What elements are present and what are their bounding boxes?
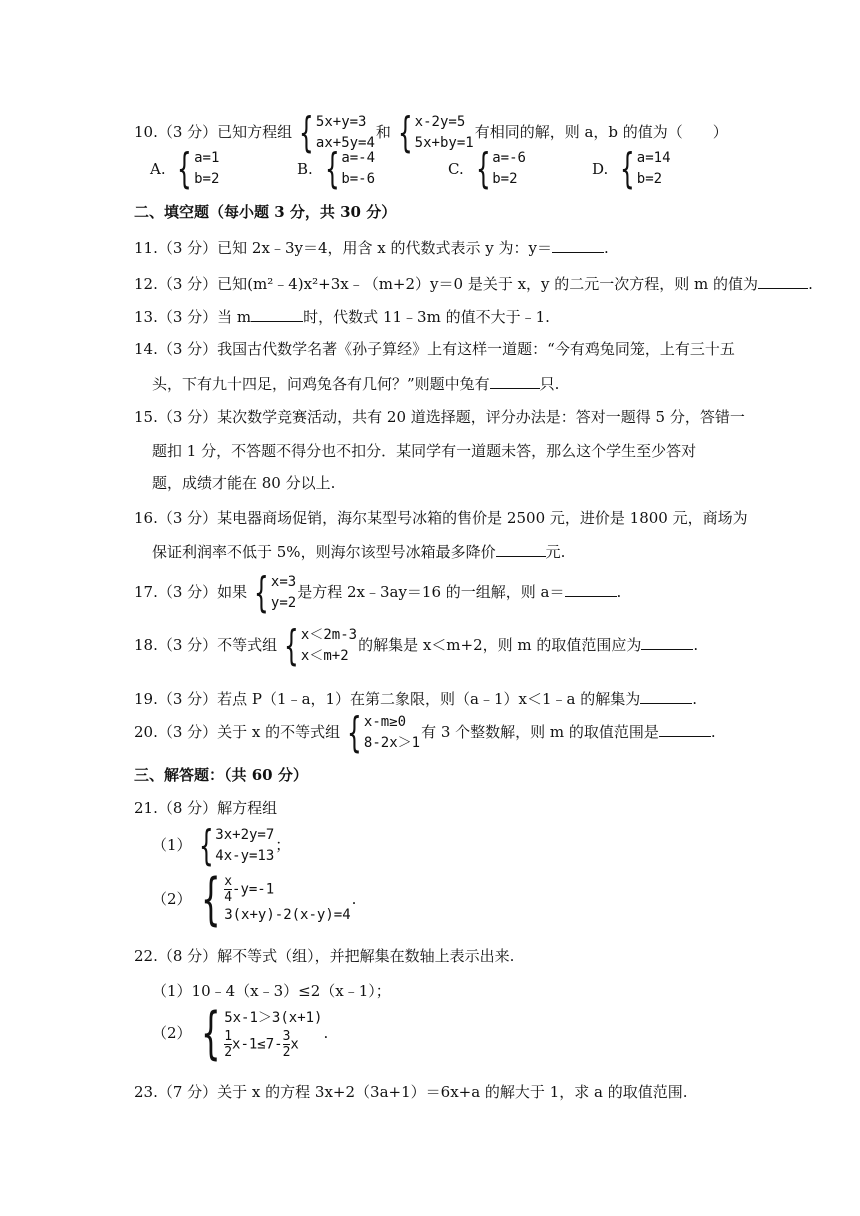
question-18: 18.（3 分）不等式组 { x＜2m-3 x＜m+2 的解集是 x＜m+2，则 m 的取值范围应为 .: [134, 621, 699, 670]
question-17: 17.（3 分）如果 { x=3 y=2 是方程 2x﹣3ay＝16 的一组解，则 a＝ .: [134, 568, 622, 617]
answer-blank[interactable]: [641, 633, 693, 650]
question-11: 11.（3 分）已知 2x﹣3y＝4，用含 x 的代数式表示 y 为：y＝ .: [134, 236, 609, 259]
question-14-line-2: 头，下有九十四足，问鸡兔各有几何？”则题中兔有 只.: [152, 372, 559, 395]
question-19: 19.（3 分）若点 P（1﹣a，1）在第二象限，则（a﹣1）x＜1﹣a 的解集为 .: [134, 687, 697, 710]
question-14-line-1: 14.（3 分）我国古代数学名著《孙子算经》上有这样一道题：“今有鸡兔同笼，上有三十五: [134, 340, 735, 358]
equation-system-2: { x-2y=5 5x+by=1: [397, 108, 474, 157]
question-12: 12.（3 分）已知(m²﹣4)x²+3x﹣（m+2）y＝0 是关于 x，y 的二元一次方程，则 m 的值为 .: [134, 272, 813, 295]
answer-blank[interactable]: [552, 236, 604, 253]
answer-blank[interactable]: [490, 372, 540, 389]
question-15-line-1: 15.（3 分）某次数学竞赛活动，共有 20 道选择题，评分办法是：答对一题得 5 分，答错一: [134, 408, 745, 426]
question-10-stem: 10.（3 分）已知方程组: [134, 123, 293, 141]
option-b: B. { a=-4 b=-6: [297, 144, 376, 193]
question-22-title: 22.（8 分）解不等式（组），并把解集在数轴上表示出来.: [134, 947, 515, 965]
question-15-line-2: 题扣 1 分，不答题不得分也不扣分．某同学有一道题未答，那么这个学生至少答对: [152, 442, 697, 460]
question-15-line-3: 题，成绩才能在 80 分以上.: [152, 474, 336, 492]
answer-blank[interactable]: [496, 540, 546, 557]
option-a: A. { a=1 b=2: [150, 144, 220, 193]
question-22-part-2: （2） { 5x-1＞3(x+1) $\frac{1}{2}$ x-1≤7- $\frac{3}{2}$ x .: [152, 1001, 329, 1066]
option-c: C. { a=-6 b=2: [448, 144, 526, 193]
answer-blank[interactable]: [251, 305, 303, 322]
answer-blank[interactable]: [659, 720, 711, 737]
question-23: 23.（7 分）关于 x 的方程 3x+2（3a+1）＝6x+a 的解大于 1，求 a 的取值范围.: [134, 1083, 688, 1101]
answer-blank[interactable]: [640, 687, 692, 704]
section-2-heading: 二、填空题（每小题 3 分，共 30 分）: [134, 203, 397, 221]
question-21-part-2: （2） { $\frac{x}{4}$ -y=-1 3(x+y)-2(x-y)=4 .: [152, 867, 357, 932]
equation-system-1: { 5x+y=3 ax+5y=4: [299, 108, 375, 157]
section-3-heading: 三、解答题：（共 60 分）: [134, 766, 308, 784]
question-16-line-2: 保证利润率不低于 5%，则海尔该型号冰箱最多降价 元.: [152, 540, 565, 563]
question-13: 13.（3 分）当 m 时，代数式 11﹣3m 的值不大于﹣1.: [134, 305, 550, 328]
question-21-part-1: （1） { 3x+2y=7 4x-y=13 ；: [152, 821, 291, 870]
answer-blank[interactable]: [758, 272, 808, 289]
question-22-part-1: （1）10﹣4（x﹣3）≤2（x﹣1）；: [152, 982, 391, 1000]
question-16-line-1: 16.（3 分）某电器商场促销，海尔某型号冰箱的售价是 2500 元，进价是 1800 元，商场为: [134, 509, 748, 527]
question-21-title: 21.（8 分）解方程组: [134, 799, 278, 817]
question-10: 10.（3 分）已知方程组 { 5x+y=3 ax+5y=4 和 { x-2y=5 5x+by=1 有相同的解，则 a，b 的值为（ ）: [134, 108, 728, 157]
question-20: 20.（3 分）关于 x 的不等式组 { x-m≥0 8-2x＞1 有 3 个整数解，则 m 的取值范围是 .: [134, 708, 716, 757]
option-d: D. { a=14 b=2: [592, 144, 671, 193]
answer-blank[interactable]: [565, 580, 617, 597]
